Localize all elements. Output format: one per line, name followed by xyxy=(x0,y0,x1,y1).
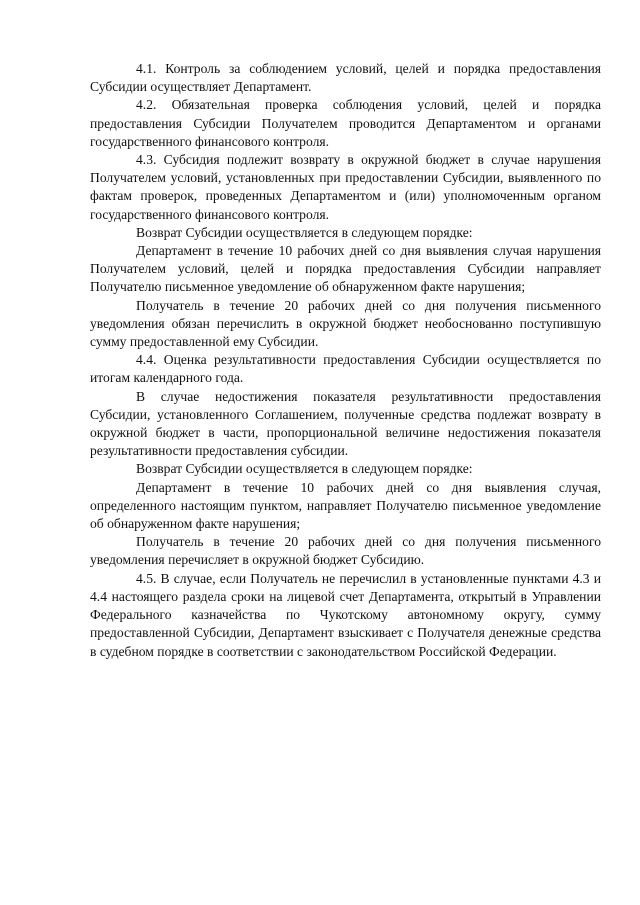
paragraph-4-5: 4.5. В случае, если Получатель не перечислил в установленные пунктами 4.3 и 4.4 настоящего раздела сроки на лицевой счет Департамента, открытый в Управлении Федерального казначейства по Чукотскому автономному округу, сумму предоставленной Субсидии, Департамент взыскивает с Получателя денежные средства в судебном порядке в соответствии с законодательством Российской Федерации. xyxy=(90,570,601,659)
document-body xyxy=(90,60,601,661)
paragraph-4-2: 4.2. Обязательная проверка соблюдения условий, целей и порядка предоставления Субсидии Получателем проводится Департаментом и органами государственного финансового контроля. xyxy=(90,97,601,149)
paragraph-4-4: 4.4. Оценка результативности предоставления Субсидии осуществляется по итогам календарного года. xyxy=(90,352,601,386)
paragraph-return-order-2: Возврат Субсидии осуществляется в следующем порядке: xyxy=(136,461,473,477)
paragraph-recipient-transfer-2: Получатель в течение 20 рабочих дней со дня получения письменного уведомления перечисляет в окружной бюджет Субсидию. xyxy=(90,534,601,568)
paragraph-non-achievement: В случае недостижения показателя результативности предоставления Субсидии, установленного Соглашением, полученные средства подлежат возврату в окружной бюджет в части, пропорциональной величине недостижения показателя результативности предоставления субсидии. xyxy=(90,388,601,459)
paragraph-4-1: 4.1. Контроль за соблюдением условий, целей и порядка предоставления Субсидии осуществляет Департамент. xyxy=(90,61,601,95)
paragraph-4-3: 4.3. Субсидия подлежит возврату в окружной бюджет в случае нарушения Получателем условий, установленных при предоставлении Субсидии, выявленного по фактам проверок, проведенных Департаментом и (или) уполномоченным органом государственного финансового контроля. xyxy=(90,152,601,222)
paragraph-return-order-1: Возврат Субсидии осуществляется в следующем порядке: xyxy=(136,224,473,240)
paragraph-department-notice-1: Департамент в течение 10 рабочих дней со дня выявления случая нарушения Получателем условий, целей и порядка предоставления Субсидии направляет Получателю письменное уведомление об обнаруженном факте нарушения; xyxy=(90,243,601,295)
paragraph-recipient-transfer-1: Получатель в течение 20 рабочих дней со дня получения письменного уведомления обязан перечислить в окружной бюджет необоснованно поступившую сумму предоставленной ему Субсидии. xyxy=(90,297,601,350)
paragraph-department-notice-2: Департамент в течение 10 рабочих дней со дня выявления случая, определенного настоящим пунктом, направляет Получателю письменное уведомление об обнаруженном факте нарушения; xyxy=(90,479,601,532)
